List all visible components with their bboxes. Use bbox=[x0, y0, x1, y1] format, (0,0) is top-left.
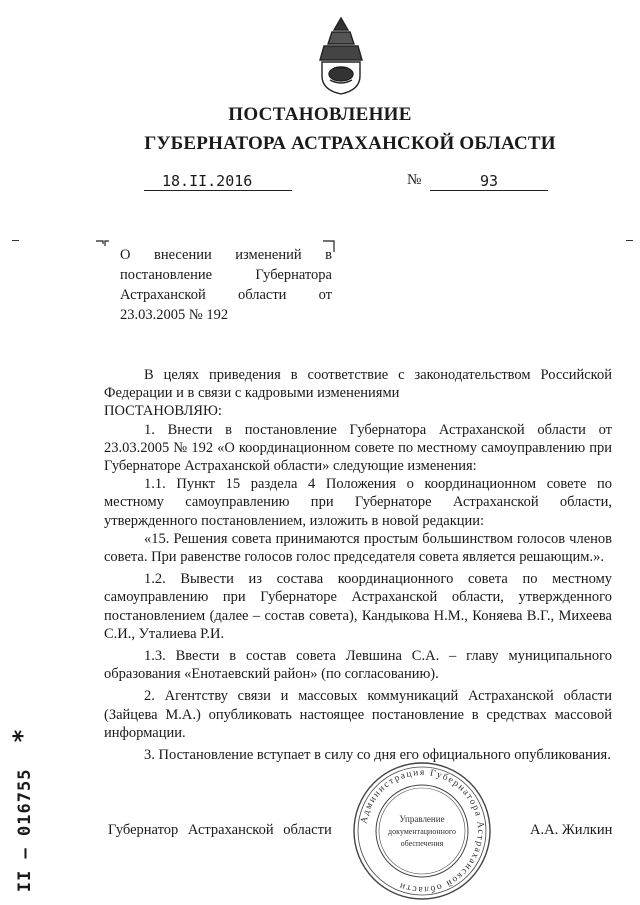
paragraph-1-1: 1.1. Пункт 15 раздела 4 Положения о координационном совете по местному самоуправлению при Губернаторе Астраханской области, утвержденного постановлением, изложить в новой редакции: bbox=[104, 476, 612, 529]
document-number: 93 bbox=[430, 172, 548, 191]
seal-center-line-1: Управление bbox=[399, 814, 445, 824]
paragraph-1-1-quote: «15. Решения совета принимаются простым большинством голосов членов совета. При равенстве голосов голос председателя совета является решающим.». bbox=[104, 530, 612, 566]
margin-dash-left bbox=[12, 240, 19, 241]
paragraph-2: 2. Агентству связи и массовых коммуникаций Астраханской области (Зайцева М.А.) опубликовать настоящее постановление в средствах массовой информации. bbox=[104, 688, 612, 741]
paragraph-1: 1. Внести в постановление Губернатора Астраханской области от 23.03.2005 № 192 «О координационном совете по местному самоуправлению при Губернаторе Астраханской области» следующие изменения: bbox=[104, 421, 612, 475]
margin-dash-right bbox=[626, 240, 633, 241]
preamble: В целях приведения в соответствие с законодательством Российской Федерации и в связи с кадровыми изменениями bbox=[104, 367, 612, 402]
number-sign: № bbox=[407, 172, 422, 188]
registry-code-text: II – 016755 bbox=[15, 768, 35, 893]
signer-name: А.А. Жилкин bbox=[530, 822, 613, 838]
document-body bbox=[104, 366, 612, 764]
coat-of-arms-icon bbox=[310, 14, 372, 96]
registry-code bbox=[8, 727, 36, 893]
document-date: 18.II.2016 bbox=[144, 172, 292, 191]
seal-center-line-2: документационного bbox=[388, 827, 456, 836]
paragraph-1-2: 1.2. Вывести из состава координационного совета по местному самоуправлению при Губернаторе Астраханской области, утвержденного постановлением (далее – состав совета), Кандыкова Н.М., Коняева В.Г., Михеева С.И., Уталиева Р.И. bbox=[104, 571, 612, 642]
paragraph-3: 3. Постановление вступает в силу со дня его официального опубликования. bbox=[144, 747, 611, 764]
seal-center-line-3: обеспечения bbox=[400, 839, 444, 848]
seal-ring-text: Администрация Губернатора Астраханской области bbox=[359, 767, 486, 895]
official-seal-icon bbox=[347, 760, 497, 902]
signer-position: Губернатор Астраханской области bbox=[108, 822, 332, 838]
document-subtitle: ГУБЕРНАТОРА АСТРАХАНСКОЙ ОБЛАСТИ bbox=[144, 133, 556, 154]
paragraph-1-3: 1.3. Ввести в состав совета Левшина С.А. – главу муниципального образования «Енотаевский район» (по согласованию). bbox=[104, 648, 612, 683]
document-subject: О внесении изменений в постановление Губернатора Астраханской области от 23.03.2005 № 192 bbox=[120, 247, 332, 323]
registry-mark: * bbox=[8, 727, 36, 744]
document-title: ПОСТАНОВЛЕНИЕ bbox=[228, 104, 412, 125]
subject-corner-left-icon bbox=[95, 240, 109, 262]
resolve-heading: ПОСТАНОВЛЯЮ: bbox=[104, 403, 222, 420]
